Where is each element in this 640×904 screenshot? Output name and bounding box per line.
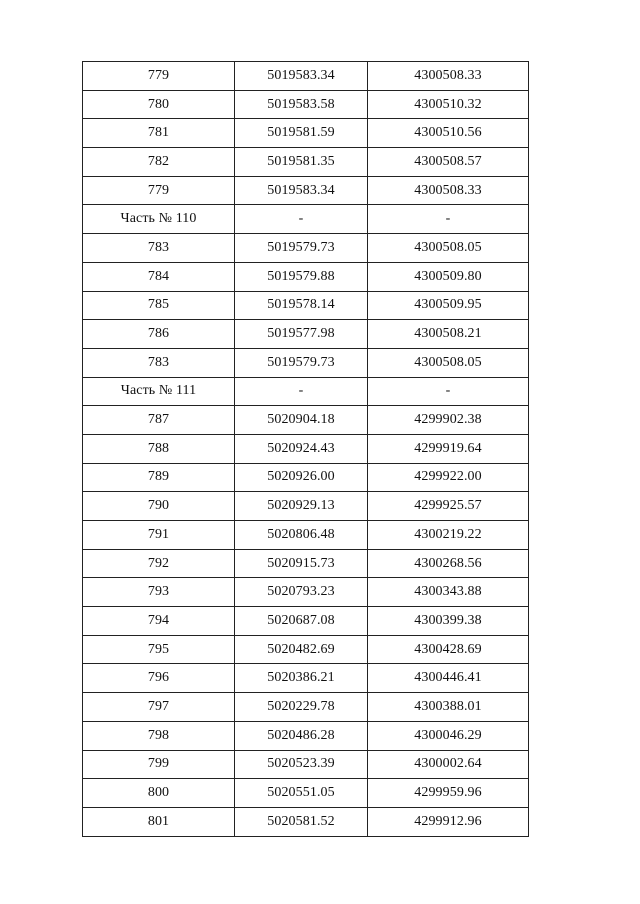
point-number-cell: 798: [83, 721, 235, 750]
table-row: [83, 492, 529, 521]
y-coordinate-cell: 4300508.05: [368, 234, 529, 263]
table-row: [83, 807, 529, 836]
point-number-cell: 796: [83, 664, 235, 693]
table-row: [83, 291, 529, 320]
table-row: [83, 434, 529, 463]
x-coordinate-cell: -: [235, 377, 368, 406]
y-coordinate-cell: 4300509.95: [368, 291, 529, 320]
table-row: [83, 148, 529, 177]
y-coordinate-cell: -: [368, 377, 529, 406]
point-number-cell: 779: [83, 176, 235, 205]
table-row: [83, 90, 529, 119]
point-number-cell: 801: [83, 807, 235, 836]
table-row: [83, 463, 529, 492]
table-row: [83, 607, 529, 636]
x-coordinate-cell: 5020926.00: [235, 463, 368, 492]
y-coordinate-cell: 4300446.41: [368, 664, 529, 693]
point-number-cell: 781: [83, 119, 235, 148]
y-coordinate-cell: 4300219.22: [368, 521, 529, 550]
x-coordinate-cell: 5020523.39: [235, 750, 368, 779]
x-coordinate-cell: 5020924.43: [235, 434, 368, 463]
point-number-cell: 788: [83, 434, 235, 463]
x-coordinate-cell: 5019579.88: [235, 262, 368, 291]
y-coordinate-cell: 4300508.33: [368, 62, 529, 91]
table-row: [83, 578, 529, 607]
x-coordinate-cell: 5020687.08: [235, 607, 368, 636]
y-coordinate-cell: 4299925.57: [368, 492, 529, 521]
y-coordinate-cell: 4299919.64: [368, 434, 529, 463]
point-number-cell: 792: [83, 549, 235, 578]
y-coordinate-cell: 4299959.96: [368, 779, 529, 808]
table-row: [83, 664, 529, 693]
table-row: [83, 521, 529, 550]
table-row: [83, 693, 529, 722]
point-number-cell: 800: [83, 779, 235, 808]
y-coordinate-cell: 4300046.29: [368, 721, 529, 750]
point-number-cell: 779: [83, 62, 235, 91]
x-coordinate-cell: 5019583.34: [235, 62, 368, 91]
point-number-cell: 795: [83, 635, 235, 664]
table-row: [83, 549, 529, 578]
section-header-row: [83, 205, 529, 234]
point-number-cell: 783: [83, 234, 235, 263]
y-coordinate-cell: 4300509.80: [368, 262, 529, 291]
x-coordinate-cell: 5020386.21: [235, 664, 368, 693]
point-number-cell: 790: [83, 492, 235, 521]
point-number-cell: 784: [83, 262, 235, 291]
y-coordinate-cell: 4300510.56: [368, 119, 529, 148]
x-coordinate-cell: 5019578.14: [235, 291, 368, 320]
section-title-cell: Часть № 111: [83, 377, 235, 406]
x-coordinate-cell: 5020904.18: [235, 406, 368, 435]
y-coordinate-cell: 4300508.05: [368, 348, 529, 377]
y-coordinate-cell: 4300399.38: [368, 607, 529, 636]
table-row: [83, 406, 529, 435]
point-number-cell: 789: [83, 463, 235, 492]
table-row: [83, 779, 529, 808]
x-coordinate-cell: 5020581.52: [235, 807, 368, 836]
table-row: [83, 119, 529, 148]
y-coordinate-cell: 4300388.01: [368, 693, 529, 722]
table-row: [83, 62, 529, 91]
x-coordinate-cell: 5019581.35: [235, 148, 368, 177]
section-header-row: [83, 377, 529, 406]
y-coordinate-cell: 4299922.00: [368, 463, 529, 492]
x-coordinate-cell: 5020915.73: [235, 549, 368, 578]
coordinates-table: [82, 61, 529, 837]
point-number-cell: 782: [83, 148, 235, 177]
point-number-cell: 797: [83, 693, 235, 722]
table-row: [83, 635, 529, 664]
y-coordinate-cell: -: [368, 205, 529, 234]
table-row: [83, 234, 529, 263]
y-coordinate-cell: 4300268.56: [368, 549, 529, 578]
table-row: [83, 750, 529, 779]
point-number-cell: 786: [83, 320, 235, 349]
point-number-cell: 785: [83, 291, 235, 320]
section-title-cell: Часть № 110: [83, 205, 235, 234]
y-coordinate-cell: 4299912.96: [368, 807, 529, 836]
table-row: [83, 721, 529, 750]
y-coordinate-cell: 4300002.64: [368, 750, 529, 779]
y-coordinate-cell: 4300428.69: [368, 635, 529, 664]
point-number-cell: 783: [83, 348, 235, 377]
x-coordinate-cell: 5019581.59: [235, 119, 368, 148]
point-number-cell: 793: [83, 578, 235, 607]
y-coordinate-cell: 4300510.32: [368, 90, 529, 119]
x-coordinate-cell: 5019579.73: [235, 234, 368, 263]
table-row: [83, 176, 529, 205]
point-number-cell: 787: [83, 406, 235, 435]
table-row: [83, 348, 529, 377]
x-coordinate-cell: 5020551.05: [235, 779, 368, 808]
point-number-cell: 780: [83, 90, 235, 119]
y-coordinate-cell: 4300508.33: [368, 176, 529, 205]
y-coordinate-cell: 4300343.88: [368, 578, 529, 607]
x-coordinate-cell: 5020229.78: [235, 693, 368, 722]
y-coordinate-cell: 4300508.57: [368, 148, 529, 177]
x-coordinate-cell: 5019577.98: [235, 320, 368, 349]
y-coordinate-cell: 4300508.21: [368, 320, 529, 349]
x-coordinate-cell: 5019579.73: [235, 348, 368, 377]
x-coordinate-cell: 5019583.34: [235, 176, 368, 205]
x-coordinate-cell: 5020929.13: [235, 492, 368, 521]
table-row: [83, 262, 529, 291]
x-coordinate-cell: 5020793.23: [235, 578, 368, 607]
point-number-cell: 794: [83, 607, 235, 636]
x-coordinate-cell: 5020806.48: [235, 521, 368, 550]
x-coordinate-cell: 5019583.58: [235, 90, 368, 119]
x-coordinate-cell: 5020482.69: [235, 635, 368, 664]
y-coordinate-cell: 4299902.38: [368, 406, 529, 435]
table-row: [83, 320, 529, 349]
x-coordinate-cell: 5020486.28: [235, 721, 368, 750]
coordinates-table-body: [83, 62, 529, 837]
x-coordinate-cell: -: [235, 205, 368, 234]
point-number-cell: 799: [83, 750, 235, 779]
point-number-cell: 791: [83, 521, 235, 550]
